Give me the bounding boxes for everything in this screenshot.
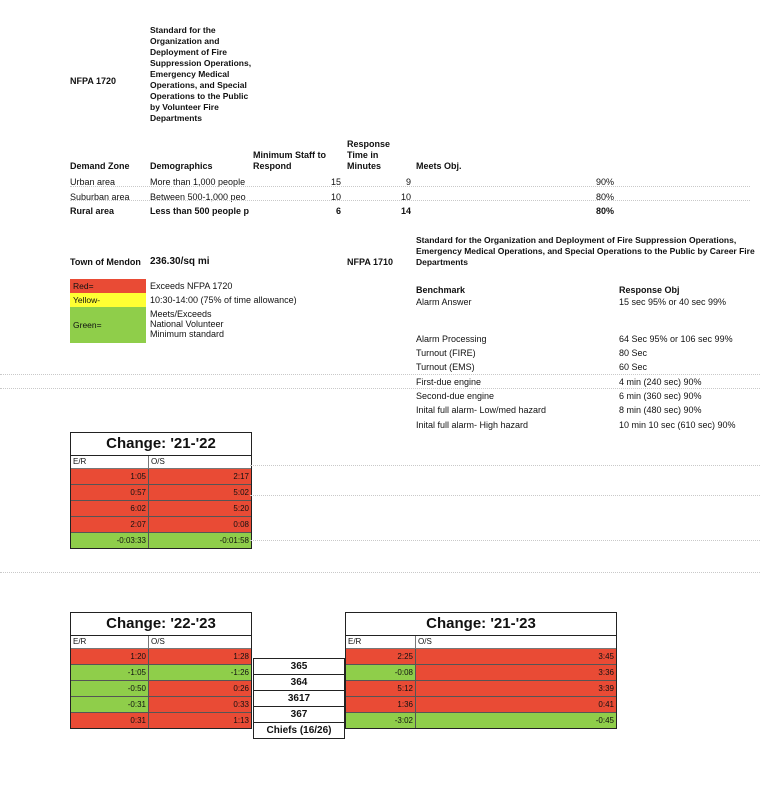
os-value: 0:33	[149, 697, 251, 712]
response-obj-cell: 15 sec 95% or 40 sec 99%	[619, 297, 727, 307]
change-row	[346, 681, 616, 697]
change-21-23-header	[346, 636, 616, 649]
legend-red-swatch	[70, 279, 146, 293]
grid-line	[70, 200, 750, 201]
os-value: 0:26	[149, 681, 251, 696]
er-value: -0:50	[71, 681, 149, 696]
os-value: 3:45	[416, 649, 616, 664]
benchmark-cell: Alarm Answer	[416, 297, 472, 307]
change-22-23-rows	[71, 649, 251, 728]
min-staff-cell: 6	[335, 206, 341, 216]
change-row	[346, 713, 616, 728]
benchmark-cell: Turnout (FIRE)	[416, 348, 476, 358]
benchmark-cell: Second-due engine	[416, 391, 495, 401]
header-min-staff: Minimum Staff to Respond	[253, 150, 326, 171]
col-os: O/S	[151, 637, 165, 646]
os-value: -0:01:58	[149, 533, 251, 548]
legend-yellow-label: Yellow-	[73, 295, 101, 305]
legend-green-label: Green=	[73, 320, 102, 330]
change-22-23-header	[71, 636, 251, 649]
change-row	[71, 485, 251, 501]
er-value: 0:57	[71, 485, 149, 500]
legend-green-swatch	[70, 307, 146, 343]
benchmark-cell: Inital full alarm- High hazard	[416, 420, 529, 430]
response-time-cell: 9	[405, 177, 411, 187]
change-row	[346, 649, 616, 665]
nfpa1720-code: NFPA 1720	[70, 76, 117, 86]
col-er: E/R	[71, 456, 149, 468]
change-row	[71, 681, 251, 697]
benchmark-cell: Inital full alarm- Low/med hazard	[416, 405, 547, 415]
grid-line	[70, 186, 750, 187]
apparatus-labels	[253, 658, 345, 739]
header-meets-obj: Meets Obj.	[416, 161, 462, 171]
demographics-cell: Between 500-1,000 peo	[150, 192, 246, 202]
header-benchmark: Benchmark	[416, 285, 466, 295]
change-row	[71, 697, 251, 713]
legend-red-label: Red=	[73, 281, 94, 291]
change-row	[346, 697, 616, 713]
os-value: 5:02	[149, 485, 251, 500]
grid-line	[0, 374, 760, 375]
os-value: 1:13	[149, 713, 251, 728]
nfpa1710-description: Standard for the Organization and Deployment of Fire Suppression Operations, Emergency Medical Operations, and Special Operations to the Public by Career Fire Departments	[416, 235, 755, 267]
grid-line	[250, 465, 760, 466]
change-row	[71, 665, 251, 681]
change-21-23-table	[345, 612, 617, 729]
er-value: 2:07	[71, 517, 149, 532]
demographics-cell: Less than 500 people p	[150, 206, 250, 216]
er-value: -0:08	[346, 665, 416, 680]
change-row	[71, 649, 251, 665]
change-row	[71, 713, 251, 728]
os-value: 0:08	[149, 517, 251, 532]
col-os: O/S	[151, 457, 165, 466]
os-value: 0:41	[416, 697, 616, 712]
er-value: -0:31	[71, 697, 149, 712]
os-value: 2:17	[149, 469, 251, 484]
response-obj-cell: 6 min (360 sec) 90%	[619, 391, 702, 401]
benchmark-cell: Turnout (EMS)	[416, 362, 475, 372]
grid-line	[250, 495, 760, 496]
legend-green-line-1: Meets/Exceeds	[150, 309, 212, 319]
response-time-cell: 14	[400, 206, 411, 216]
change-21-22-header	[71, 456, 251, 469]
col-er: E/R	[71, 636, 149, 648]
change-21-22-rows	[71, 469, 251, 548]
meets-obj-cell: 80%	[595, 206, 614, 216]
response-time-cell: 10	[400, 192, 411, 202]
response-obj-cell: 80 Sec	[619, 348, 648, 358]
meets-obj-cell: 90%	[595, 177, 614, 187]
er-value: -3:02	[346, 713, 416, 728]
demographics-cell: More than 1,000 people	[150, 177, 246, 187]
er-value: 1:05	[71, 469, 149, 484]
min-staff-cell: 10	[330, 192, 341, 202]
response-obj-cell: 64 Sec 95% or 106 sec 99%	[619, 334, 733, 344]
change-row	[71, 469, 251, 485]
er-value: 1:20	[71, 649, 149, 664]
change-row	[71, 533, 251, 548]
os-value: 3:39	[416, 681, 616, 696]
legend-yellow-swatch	[70, 293, 146, 307]
demand-zone-cell: Rural area	[70, 206, 115, 216]
demand-zone-cell: Suburban area	[70, 192, 130, 202]
apparatus-label: 365	[254, 659, 344, 675]
apparatus-label: Chiefs (16/26)	[254, 723, 344, 738]
col-os: O/S	[418, 637, 432, 646]
response-obj-cell: 4 min (240 sec) 90%	[619, 377, 702, 387]
os-value: 5:20	[149, 501, 251, 516]
col-er: E/R	[346, 636, 416, 648]
er-value: 6:02	[71, 501, 149, 516]
meets-obj-cell: 80%	[595, 192, 614, 202]
legend-yellow-text: 10:30-14:00 (75% of time allowance)	[150, 295, 297, 305]
er-value: -0:03:33	[71, 533, 149, 548]
change-21-22-table	[70, 432, 252, 549]
demand-zone-cell: Urban area	[70, 177, 116, 187]
grid-line	[250, 540, 760, 541]
header-demand-zone: Demand Zone	[70, 161, 130, 171]
er-value: 2:25	[346, 649, 416, 664]
benchmark-cell: First-due engine	[416, 377, 482, 387]
response-obj-cell: 60 Sec	[619, 362, 648, 372]
os-value: 3:36	[416, 665, 616, 680]
os-value: 1:28	[149, 649, 251, 664]
grid-line	[0, 572, 760, 573]
apparatus-label: 364	[254, 675, 344, 691]
town-density: 236.30/sq mi	[150, 256, 210, 267]
grid-line	[0, 388, 760, 389]
change-21-23-rows	[346, 649, 616, 728]
legend-green-line-2: National Volunteer	[150, 319, 224, 329]
min-staff-cell: 15	[330, 177, 341, 187]
response-obj-cell: 8 min (480 sec) 90%	[619, 405, 702, 415]
change-22-23-title: Change: '22-'23	[71, 613, 251, 636]
header-demographics: Demographics	[150, 161, 213, 171]
benchmark-cell: Alarm Processing	[416, 334, 487, 344]
change-row	[346, 665, 616, 681]
nfpa1710-code: NFPA 1710	[347, 257, 394, 267]
legend-green-line-3: Minimum standard	[150, 329, 225, 339]
legend-red-text: Exceeds NFPA 1720	[150, 281, 233, 291]
change-row	[71, 517, 251, 533]
response-obj-cell: 10 min 10 sec (610 sec) 90%	[619, 420, 736, 430]
town-label: Town of Mendon	[70, 257, 141, 267]
change-22-23-table	[70, 612, 252, 729]
header-response-time: Response Time in Minutes	[347, 139, 391, 171]
er-value: 1:36	[346, 697, 416, 712]
change-21-23-title: Change: '21-'23	[346, 613, 616, 636]
nfpa1720-description: Standard for the Organization and Deployment of Fire Suppression Operations, Emergency Medical Operations, and Special Operations to the Public by Volunteer Fire Departments	[150, 25, 252, 123]
apparatus-label: 367	[254, 707, 344, 723]
er-value: 0:31	[71, 713, 149, 728]
er-value: -1:05	[71, 665, 149, 680]
apparatus-label: 3617	[254, 691, 344, 707]
os-value: -0:45	[416, 713, 616, 728]
change-row	[71, 501, 251, 517]
er-value: 5:12	[346, 681, 416, 696]
os-value: -1:26	[149, 665, 251, 680]
change-21-22-title: Change: '21-'22	[71, 433, 251, 456]
header-response-obj: Response Obj	[619, 285, 680, 295]
legend-green-text	[150, 309, 224, 339]
